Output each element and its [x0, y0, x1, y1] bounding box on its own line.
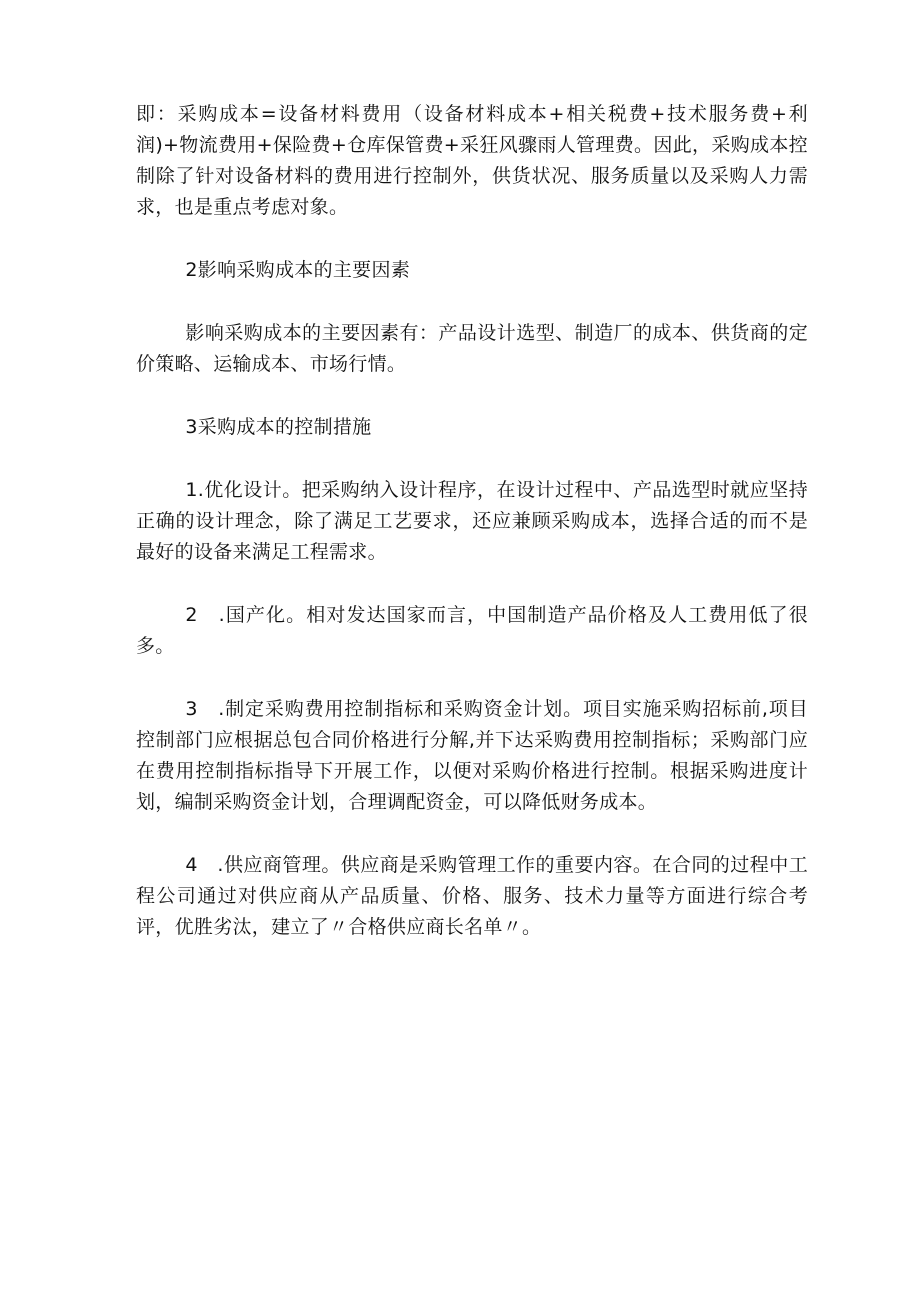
section-heading-measures: 3采购成本的控制措施	[185, 416, 372, 438]
paragraph-measure-2: 2 .国产化。相对发达国家而言，中国制造产品价格及人工费用低了很多。	[136, 604, 808, 657]
paragraph-factors: 影响采购成本的主要因素有：产品设计选型、制造厂的成本、供货商的定价策略、运输成本、市场行情。	[136, 322, 808, 375]
paragraph-measure-3: 3 .制定采购费用控制指标和采购资金计划。项目实施采购招标前,项目控制部门应根据总包合同价格进行分解,并下达采购费用控制指标；采购部门应在费用控制指标指导下开展工作，以便对采购价格进行控制。根据采购进度计划，编制采购资金计划，合理调配资金，可以降低财务成本。	[136, 698, 808, 813]
paragraph-cost-formula: 即：采购成本=设备材料费用（设备材料成本+相关税费+技术服务费+利润)+物流费用+保险费+仓库保管费+采狂风骤雨人管理费。因此，采购成本控制除了针对设备材料的费用进行控制外，供货状况、服务质量以及采购人力需求，也是重点考虑对象。	[136, 103, 808, 218]
document-body	[136, 99, 808, 975]
paragraph-measure-4: 4 .供应商管理。供应商是采购管理工作的重要内容。在合同的过程中工程公司通过对供应商从产品质量、价格、服务、技术力量等方面进行综合考评，优胜劣汰，建立了〃合格供应商长名单〃。	[136, 854, 808, 938]
paragraph-measure-1: 1.优化设计。把采购纳入设计程序，在设计过程中、产品选型时就应坚持正确的设计理念，除了满足工艺要求，还应兼顾采购成本，选择合适的而不是最好的设备来满足工程需求。	[136, 479, 808, 563]
section-heading-factors: 2影响采购成本的主要因素	[185, 259, 411, 281]
